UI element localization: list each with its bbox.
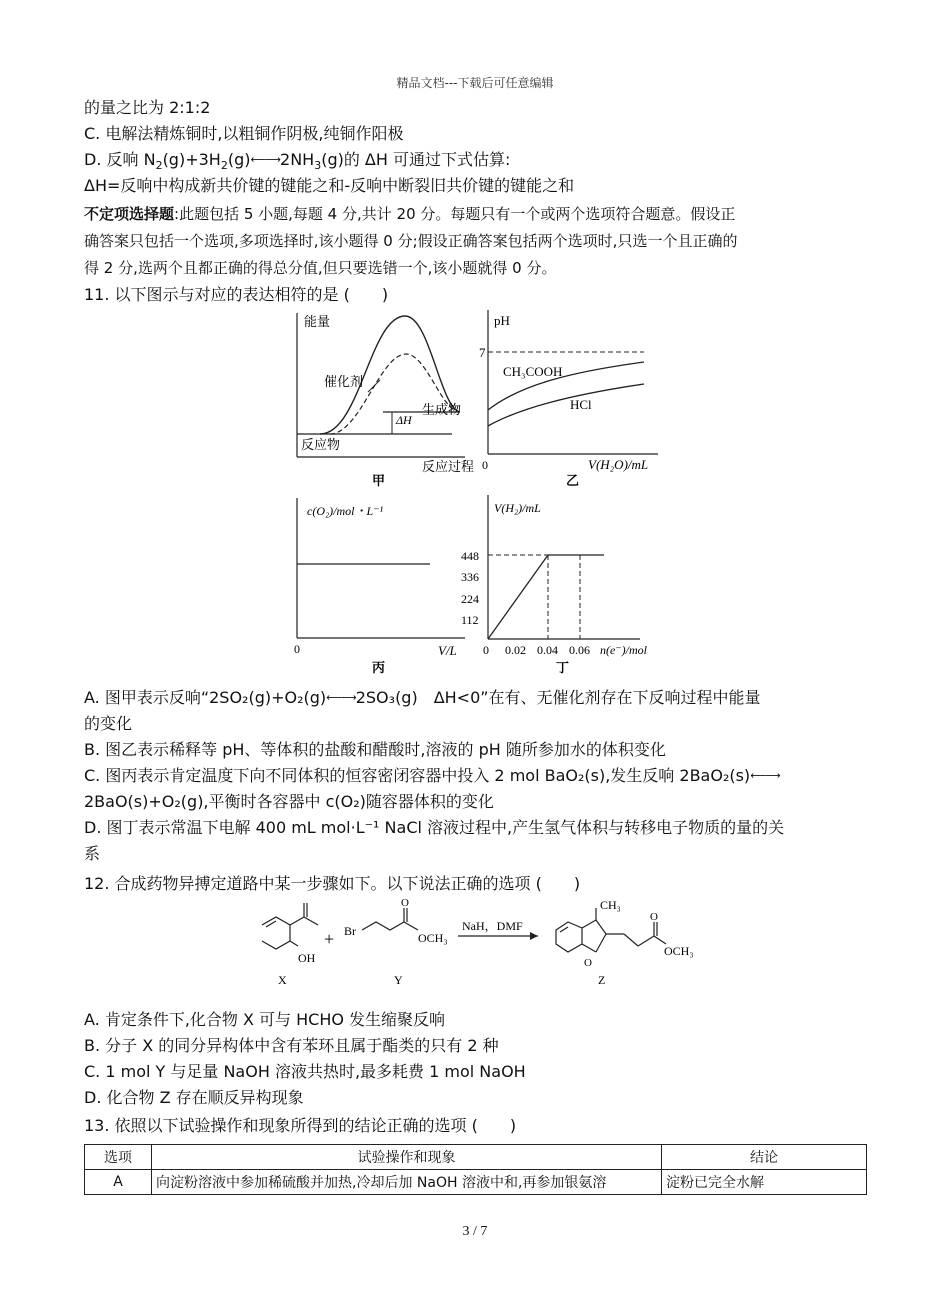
prev-formula: ΔH=反响中构成新共价键的键能之和-反响中断裂旧共价键的键能之和	[84, 176, 575, 195]
table-cell: 向淀粉溶液中参加稀硫酸并加热,冷却后加 NaOH 溶液中和,再参加银氨溶	[152, 1170, 662, 1195]
q11-stem: 11. 以下图示与对应的表达相符的是 ( )	[84, 285, 389, 304]
compound-y	[362, 908, 418, 930]
q12-option-c: C. 1 mol Y 与足量 NaOH 溶液共热时,最多耗费 1 mol NaOH	[84, 1062, 526, 1081]
table-cell: A	[85, 1170, 152, 1195]
jia-xlabel: 反应过程	[422, 460, 475, 475]
z-och3-label: OCH₃	[664, 944, 694, 958]
instructions-line-2: 确答案只包括一个选项,多项选择时,该小题得 0 分;假设正确答案包括两个选项时,只选一个且正确的	[84, 232, 738, 250]
reversible-arrow-icon: ⟵⟶	[250, 153, 281, 166]
prev-option-c: C. 电解法精炼铜时,以粗铜作阴极,纯铜作阳极	[84, 124, 404, 143]
x-oh-label: OH	[298, 951, 316, 965]
bing-ylabel: c(O₂)/mol・L⁻¹	[307, 504, 384, 518]
yi-tick-7: 7	[479, 345, 486, 360]
z-name: Z	[598, 973, 606, 987]
bing-origin: 0	[294, 642, 300, 656]
ding-tick-448: 448	[461, 549, 479, 563]
q11-option-a-1: A. 图甲表示反响“2SO₂(g)+O₂(g)⟵⟶2SO₃(g) ΔH<0”在有、无催化剂存在下反响过程中能量	[84, 686, 761, 712]
compound-x	[262, 903, 318, 949]
instructions-line-3: 得 2 分,选两个且都正确的得总分值,但只要选错一个,该小题就得 0 分。	[84, 259, 557, 277]
ding-tick-336: 336	[461, 570, 479, 584]
x-name: X	[278, 973, 287, 987]
q11-option-d-1: D. 图丁表示常温下电解 400 mL mol·L⁻¹ NaCl 溶液过程中,产生氢气体积与转移电子物质的量的关	[84, 818, 785, 837]
y-br-label: Br	[344, 924, 356, 938]
ding-name: 丁	[556, 661, 570, 676]
reversible-arrow-icon: ⟵⟶	[326, 691, 356, 704]
z-ch3-label: CH₃	[600, 898, 621, 912]
table-header-cell: 结论	[662, 1145, 867, 1170]
table-row	[85, 1170, 867, 1195]
ding-ylabel: V(H₂)/mL	[494, 501, 541, 515]
yi-ylabel: pH	[494, 313, 510, 328]
q11-option-b: B. 图乙表示稀释等 pH、等体积的盐酸和醋酸时,溶液的 pH 随所参加水的体积变化	[84, 740, 666, 759]
reaction-conditions: NaH，DMF	[462, 919, 523, 933]
q11-option-c-2: 2BaO(s)+O₂(g),平衡时各容器中 c(O₂)随容器体积的变化	[84, 792, 494, 811]
z-ring-o-label: O	[584, 957, 592, 969]
table-header-cell: 试验操作和现象	[152, 1145, 662, 1170]
y-name: Y	[394, 973, 403, 987]
q11-option-d-2: 系	[84, 844, 101, 863]
jia-reactant-label: 反应物	[301, 438, 341, 453]
reaction-arrow-icon	[530, 932, 538, 940]
y-och3-label: OCH₃	[418, 931, 448, 945]
jia-product-label: 生成物	[422, 403, 462, 418]
page-header: 精品文档---下载后可任意编辑	[396, 76, 554, 90]
jia-ylabel: 能量	[304, 315, 331, 330]
y-o-label: O	[401, 897, 409, 909]
jia-catalyst-label: 催化剂	[324, 375, 364, 390]
ding-xlabel: n(e⁻)/mol	[600, 643, 647, 657]
yi-xlabel: V(H₂O)/mL	[588, 457, 649, 472]
plus-sign: +	[324, 929, 335, 949]
jia-dh-label: ΔH	[396, 413, 412, 427]
page-number: 3 / 7	[462, 1224, 488, 1239]
bing-xlabel: V/L	[438, 643, 457, 658]
q13-table	[84, 1144, 867, 1195]
q13-stem: 13. 依照以下试验操作和现象所得到的结论正确的选项 ( )	[84, 1116, 517, 1135]
q11-option-a-2: 的变化	[84, 714, 133, 733]
table-cell: 淀粉已完全水解	[662, 1170, 867, 1195]
yi-hcl-label: HCl	[570, 397, 592, 412]
table-header-row	[85, 1145, 867, 1170]
ding-tick-004: 0.04	[537, 643, 558, 657]
yi-name: 乙	[566, 474, 580, 489]
ding-tick-002: 0.02	[505, 643, 526, 657]
q12-option-a: A. 肯定条件下,化合物 X 可与 HCHO 发生缩聚反响	[84, 1010, 446, 1029]
reversible-arrow-icon: ⟵⟶	[750, 769, 780, 782]
instructions-line-1: 不定项选择题:此题包括 5 小题,每题 4 分,共计 20 分。每题只有一个或两个选项符合题意。假设正	[84, 205, 736, 223]
prev-option-d: D. 反响 $N_2(g)+3H_2(g)⟵⟶2NH_3(g)$的 ΔH 可通过下式估算:	[84, 150, 511, 173]
ding-tick-006: 0.06	[569, 643, 590, 657]
yi-origin: 0	[482, 458, 488, 472]
ding-origin: 0	[483, 643, 489, 657]
q12-option-d: D. 化合物 Z 存在顺反异构现象	[84, 1088, 304, 1107]
prev-ratio: 的量之比为 2:1:2	[84, 98, 211, 117]
bing-name: 丙	[372, 661, 386, 676]
ding-tick-224: 224	[461, 592, 479, 606]
z-carbonyl-o-label: O	[650, 911, 658, 923]
ding-tick-112: 112	[461, 613, 479, 627]
table-header-cell: 选项	[85, 1145, 152, 1170]
q12-option-b: B. 分子 X 的同分异构体中含有苯环且属于酯类的只有 2 种	[84, 1036, 499, 1055]
jia-name: 甲	[372, 474, 386, 489]
q11-option-c-1: C. 图丙表示肯定温度下向不同体积的恒容密闭容器中投入 2 mol BaO₂(s),发生反响 2BaO₂(s)⟵⟶	[84, 764, 780, 790]
q12-stem: 12. 合成药物异搏定道路中某一步骤如下。以下说法正确的选项 ( )	[84, 874, 581, 893]
yi-ch3cooh-label: CH₃COOH	[503, 364, 563, 379]
